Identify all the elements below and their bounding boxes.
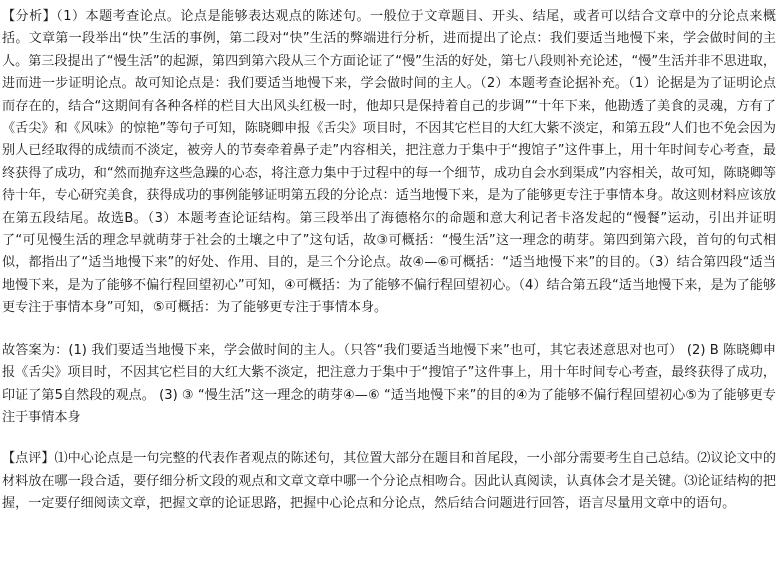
document-page — [2, 0, 776, 516]
answer-paragraph: 故答案为：(1) 我们要适当地慢下来，学会做时间的主人。（只答“我们要适当地慢下来”也可，其它表述意思对也可） (2) B 陈晓卿申报《舌尖》项目时，不因其它栏目的大红大紫不淡定，把注意力于集中于“搜馆子”这件事上，用十年时间专心考查，最终获得了成功，印证了第5自然段的观点。 (3) ③ “慢生活”这一理念的萌芽④—⑥ “适当地慢下来”的目的④为了能够不偏行程回望初心⑤为了能够更专注于事情本身 — [2, 342, 776, 425]
comment-paragraph: 【点评】⑴中心论点是一句完整的代表作者观点的陈述句，其位置大部分在题目和首尾段，一小部分需要考生自己总结。⑵议论文中的材料放在哪一段合适，要仔细分析文段的观点和文章文章中哪一个分论点相吻合。因此认真阅读，认真体会才是关键。⑶论证结构的把握，一定要仔细阅读文章，把握文章的论证思路，把握中心论点和分论点，然后结合问题进行回答，语言尽量用文章中的语句。 — [2, 451, 776, 512]
analysis-paragraph: 【分析】（1）本题考查论点。论点是能够表达观点的陈述句。一般位于文章题目、开头、结尾，或者可以结合文章中的分论点来概括。文章第一段举出“快”生活的事例，第二段对“快”生活的弊端进行分析，进而提出了论点：我们要适当地慢下来，学会做时间的主人。第三段提出了“慢生活”的起源，第四到第六段从三个方面论证了“慢”生活的好处，第七八段则补充论述，“慢”生活并非不思进取，进而进一步证明论点。故可知论点是：我们要适当地慢下来，学会做时间的主人。（2）本题考查论据补充。（1）论据是为了证明论点而存在的，结合“这期间有各种各样的栏目大出风头红极一时，他却只是保持着自己的步调”“十年下来，他勘透了美食的灵魂，方有了《舌尖》和《风味》的惊艳”等句子可知，陈晓卿申报《舌尖》项目时，不因其它栏目的大红大紫不淡定，和第五段“人们也不免会因为别人已经取得的成绩而不淡定，被旁人的节奏牵着鼻子走”内容相关，把注意力于集中于“搜馆子”这件事上，用十年时间专心考查，最终获得了成功，和“然而抛弃这些急躁的心态，将注意力集中于过程中的每一个细节，成功自会水到渠成”内容相关，故可知，陈晓卿等待十年，专心研究美食，获得成功的事例能够证明第五段的分论点：适当地慢下来，是为了能够更专注于事情本身。故这则材料应该放在第五段结尾。故选B。（3）本题考查论证结构。第三段举出了海德格尔的命题和意大利记者卡洛发起的“慢餐”运动，引出并证明了“可见慢生活的理念早就萌芽于社会的土壤之中了”这句话，故③可概括：“慢生活”这一理念的萌芽。第四到第六段，首句的句式相似，都指出了“适当地慢下来”的好处、作用、目的，是三个分论点。故④—⑥可概括：“适当地慢下来”的目的。（3）结合第四段“适当地慢下来，是为了能够不偏行程回望初心”可知，④可概括：为了能够不偏行程回望初心。（4）结合第五段“适当地慢下来，是为了能够更专注于事情本身”可知，⑤可概括：为了能够更专注于事情本身。 — [2, 9, 776, 316]
